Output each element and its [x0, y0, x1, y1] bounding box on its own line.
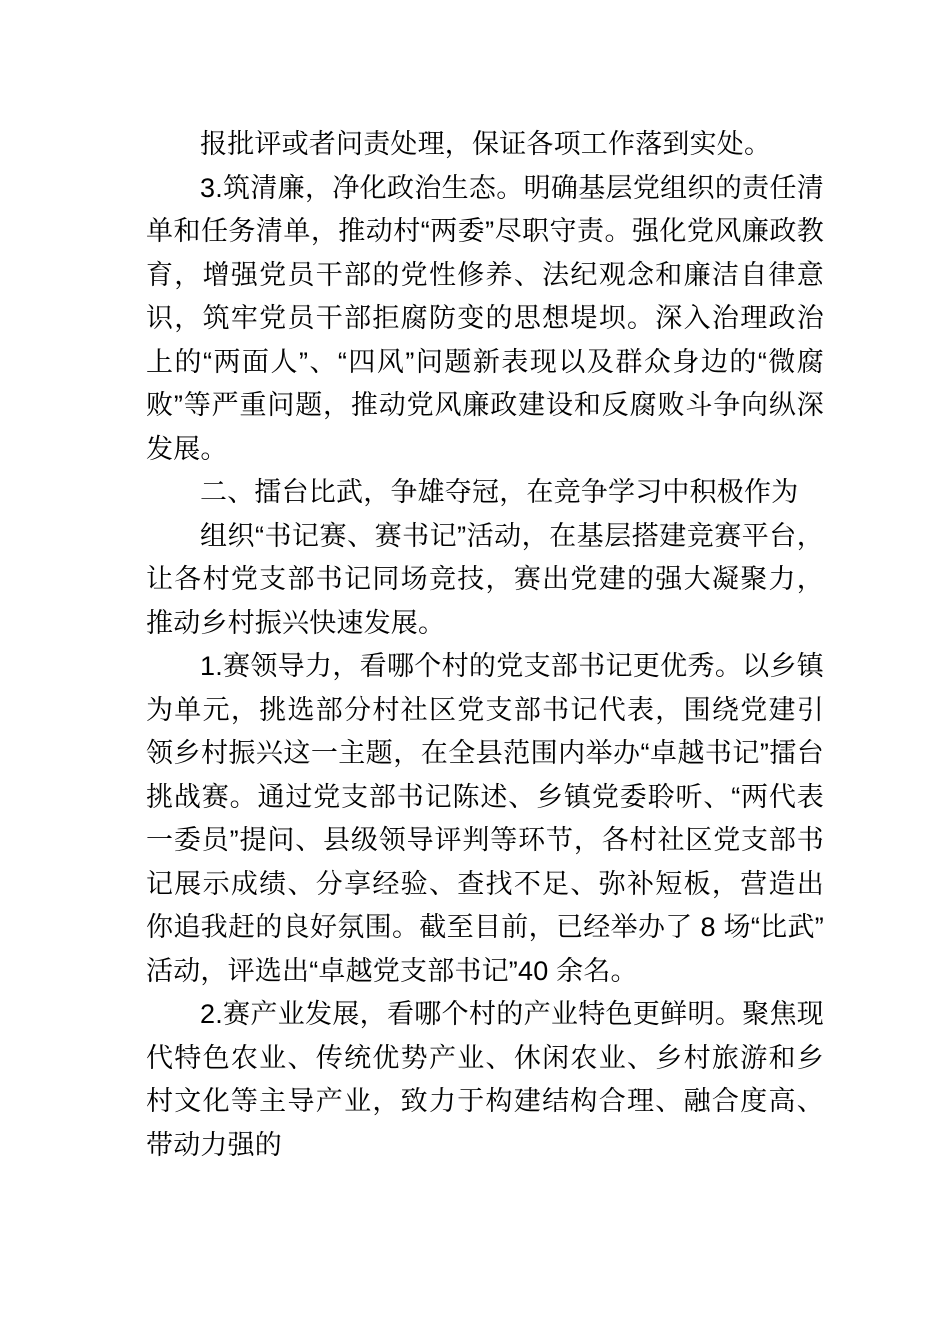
paragraph-item-3-clean-governance: 3.筑清廉，净化政治生态。明确基层党组织的责任清单和任务清单，推动村“两委”尽职守责。强化党风廉政教育，增强党员干部的党性修养、法纪观念和廉洁自律意识，筑牢党员干部拒腐防变的思想堤坝。深入治理政治上的“两面人”、“四风”问题新表现以及群众身边的“微腐败”等严重问题，推动党风廉政建设和反腐败斗争向纵深发展。: [146, 172, 824, 464]
paragraph-continuation: 报批评或者问责处理，保证各项工作落到实处。: [200, 129, 772, 159]
paragraph-item-1-leadership-contest: 1.赛领导力，看哪个村的党支部书记更优秀。以乡镇为单元，挑选部分村社区党支部书记代表，围绕党建引领乡村振兴这一主题，在全县范围内举办“卓越书记”擂台挑战赛。通过党支部书记陈述、乡镇党委聆听、“两代表一委员”提问、县级领导评判等环节，各村社区党支部书记展示成绩、分享经验、查找不足、弥补短板，营造出你追我赶的良好氛围。截至目前，已经举办了 8 场“比武”活动，评选出“卓越党支部书记”40 余名。: [146, 651, 824, 986]
section-heading-2: 二、擂台比武，争雄夺冠，在竞争学习中积极作为: [200, 477, 799, 507]
paragraph-competition-intro: 组织“书记赛、赛书记”活动，在基层搭建竞赛平台，让各村党支部书记同场竞技，赛出党建的强大凝聚力，推动乡村振兴快速发展。: [146, 520, 824, 638]
document-body: [146, 123, 824, 1167]
paragraph-item-2-industry-contest: 2.赛产业发展，看哪个村的产业特色更鲜明。聚焦现代特色农业、传统优势产业、休闲农业、乡村旅游和乡村文化等主导产业，致力于构建结构合理、融合度高、带动力强的: [146, 999, 824, 1160]
